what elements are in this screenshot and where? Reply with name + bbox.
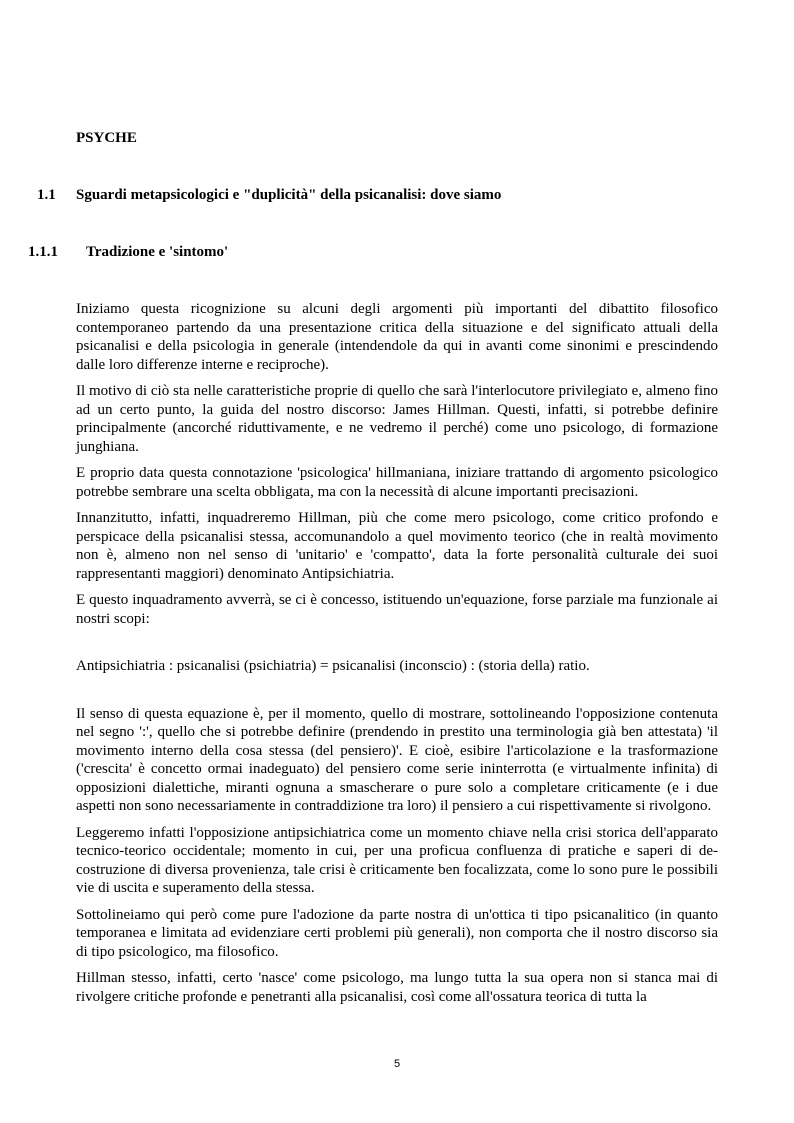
paragraph: Iniziamo questa ricognizione su alcuni degli argomenti più importanti del dibattito filosofico contemporaneo partendo da una presentazione critica della situazione e del significato attuali della psicanalisi e della psicologia in generale (intendendole da qui in avanti come sinonimi e prescindendo dalle loro differenze interne e reciproche). xyxy=(76,301,718,373)
page-number: 5 xyxy=(393,1058,401,1070)
paragraph: Innanzitutto, infatti, inquadreremo Hillman, più che come mero psicologo, come critico profondo e perspicace della psicanalisi stessa, accomunandolo a quel movimento teorico (che in realtà movimento non è, almeno non nel senso di 'unitario' e 'compatto', data la forte personalità culturale dei suoi rappresentanti maggiori) denominato Antipsichiatria. xyxy=(76,510,718,582)
chapter-title: PSYCHE xyxy=(76,130,137,146)
subsection-title: Tradizione e 'sintomo' xyxy=(86,244,229,260)
section-title: Sguardi metapsicologici e "duplicità" della psicanalisi: dove siamo xyxy=(76,187,502,203)
subsection-number: 1.1.1 xyxy=(28,244,58,260)
equation: Antipsichiatria : psicanalisi (psichiatria) = psicanalisi (inconscio) : (storia della) ratio. xyxy=(76,658,590,674)
section-number: 1.1 xyxy=(37,187,56,203)
paragraph: Leggeremo infatti l'opposizione antipsichiatrica come un momento chiave nella crisi storica dell'apparato tecnico-teorico occidentale; momento in cui, per una proficua confluenza di pratiche e saperi di de-costruzione di diversa provenienza, tale crisi è criticamente ben focalizzata, come lo sono pure le possibili vie di uscita e superamento della stessa. xyxy=(76,824,718,896)
body-text xyxy=(76,300,718,1014)
paragraph: E proprio data questa connotazione 'psicologica' hillmaniana, iniziare trattando di argomento psicologico potrebbe sembrare una scelta obbligata, ma con la necessità di alcune importanti precisazioni. xyxy=(76,465,718,500)
paragraph: E questo inquadramento avverrà, se ci è concesso, istituendo un'equazione, forse parziale ma funzionale ai nostri scopi: xyxy=(76,592,718,627)
paragraph: Sottolineiamo qui però come pure l'adozione da parte nostra di un'ottica ti tipo psicanalitico (in quanto temporanea e limitata ad evidenziare certi problemi più generali), non comporta che il nostro discorso sia di tipo psicologico, ma filosofico. xyxy=(76,906,718,960)
paragraph: Hillman stesso, infatti, certo 'nasce' come psicologo, ma lungo tutta la sua opera non si stanca mai di rivolgere critiche profonde e penetranti alla psicanalisi, così come all'ossatura teorica di tutta la xyxy=(76,970,718,1005)
paragraph: Il senso di questa equazione è, per il momento, quello di mostrare, sottolineando l'opposizione contenuta nel segno ':', quello che si potrebbe definire (prendendo in prestito una terminologia già ben attestata) 'il movimento interno della cosa stessa (del pensiero)'. E cioè, esibire l'articolazione e la trasformazione ('crescita' è concetto ormai inadeguato) del pensiero come serie ininterrotta (e virtualmente infinita) di opposizioni dialettiche, miranti ognuna a smascherare o pure solo a completare criticamente (e i due aspetti non sono necessariamente in contraddizione tra loro) il pensiero a cui rispettivamente si rivolgono. xyxy=(76,705,718,814)
paragraph: Il motivo di ciò sta nelle caratteristiche proprie di quello che sarà l'interlocutore privilegiato e, almeno fino ad un certo punto, la guida del nostro discorso: James Hillman. Questi, infatti, si potrebbe definire principalmente (ancorché riduttivamente, e ne vedremo il perché) come uno psicologo, di formazione junghiana. xyxy=(76,383,718,455)
